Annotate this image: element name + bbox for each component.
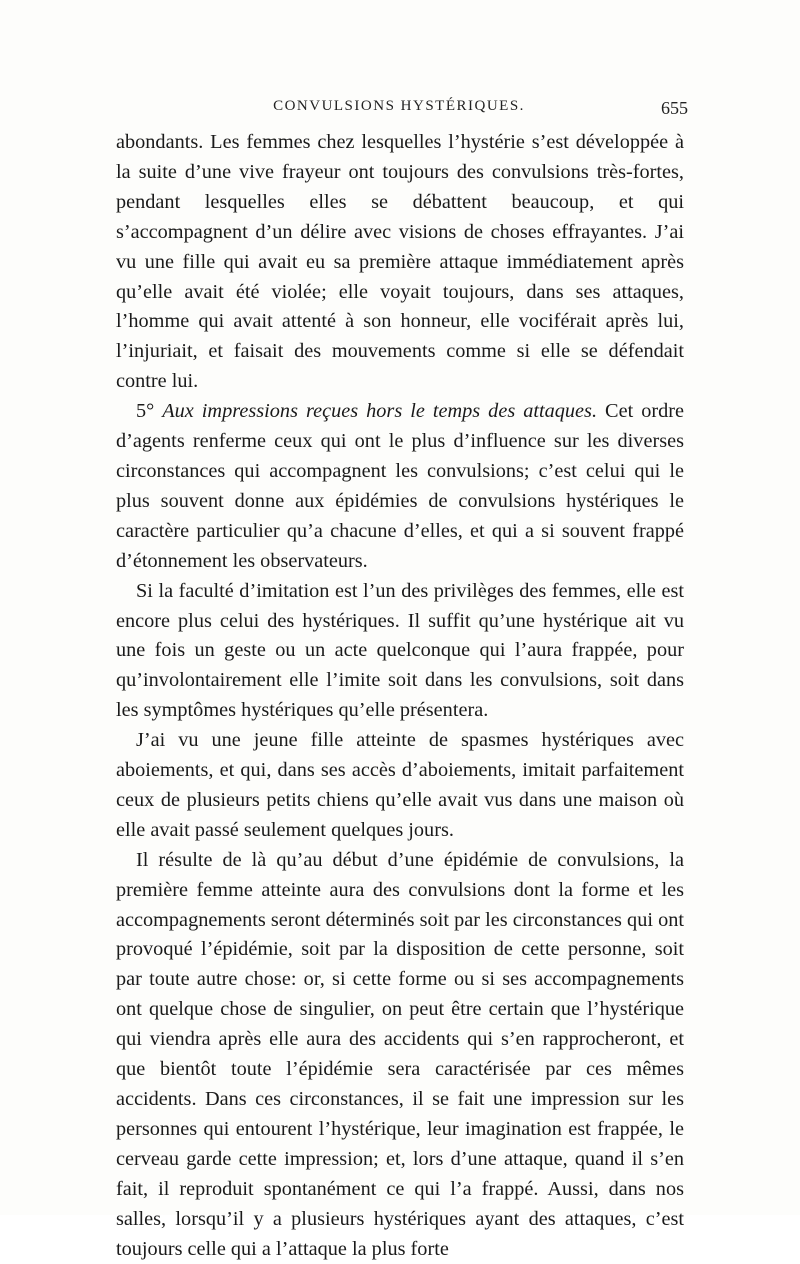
section-heading: Aux impressions reçues hors le temps des attaques. — [162, 400, 598, 423]
paragraph-epidemic: Il résulte de là qu’au début d’une épidémie de convulsions, la première femme atteinte aura des convulsions dont la forme et les accompagnements seront déterminés soit par les circonstances qui ont provoqué l’épidémie, soit par la disposition de cette personne, soit par toute autre chose: or, si cette forme ou si ses accompagnements ont quelque chose de singulier, on peut être certain que l’hystérique qui viendra après elle aura des accidents qui s’en rapprocheront, et que bientôt toute l’épidémie sera caractérisée par ces mêmes accidents. Dans ces circonstances, il se fait une impression sur les personnes qui entourent l’hystérique, leur imagination est frappée, le cerveau garde cette impression; et, lors d’une attaque, quand il s’en fait, il reproduit spontanément ce qui l’a frappé. Aussi, dans nos salles, lorsqu’il y a plusieurs hystériques ayant des attaques, c’est toujours celle qui a l’attaque la plus forte — [116, 848, 684, 1260]
paragraph-section-5 — [116, 397, 684, 576]
page-number: 655 — [661, 98, 688, 118]
section-text: Cet ordre d’agents renferme ceux qui ont le plus d’influence sur les diverses circonstances qui accompagnent les convulsions; c’est celui qui le plus souvent donne aux épidémies de convulsions hystériques le caractère particulier qu’a chacune d’elles, et qui a si souvent frappé d’étonnement les observateurs. — [116, 400, 684, 572]
running-title: CONVULSIONS HYSTÉRIQUES. — [273, 98, 525, 114]
body-text — [116, 128, 684, 1264]
running-head — [110, 98, 688, 120]
paragraph-barking: J’ai vu une jeune fille atteinte de spasmes hystériques avec aboiements, et qui, dans ses accès d’aboiements, imitait parfaitement ceux de plusieurs petits chiens qu’elle avait vus dans une maison où elle avait passé seulement quelques jours. — [116, 729, 684, 841]
paragraph-continuation: abondants. Les femmes chez lesquelles l’hystérie s’est développée à la suite d’une vive frayeur ont toujours des convulsions très-fortes, pendant lesquelles elles se débattent beaucoup, et qui s’accompagnent d’un délire avec visions de choses effrayantes. J’ai vu une fille qui avait eu sa première attaque immédiatement après qu’elle avait été violée; elle voyait toujours, dans ses attaques, l’homme qui avait attenté à son honneur, elle vociférait après lui, l’injuriait, et faisait des mouvements comme si elle se défendait contre lui. — [116, 131, 684, 393]
paragraph-imitation: Si la faculté d’imitation est l’un des privilèges des femmes, elle est encore plus celui des hystériques. Il suffit qu’une hystérique ait vu une fois un geste ou un acte quelconque qui l’aura frappée, pour qu’involontairement elle l’imite soit dans les convulsions, soit dans les symptômes hystériques qu’elle présentera. — [116, 579, 684, 722]
section-number: 5° — [136, 400, 163, 423]
